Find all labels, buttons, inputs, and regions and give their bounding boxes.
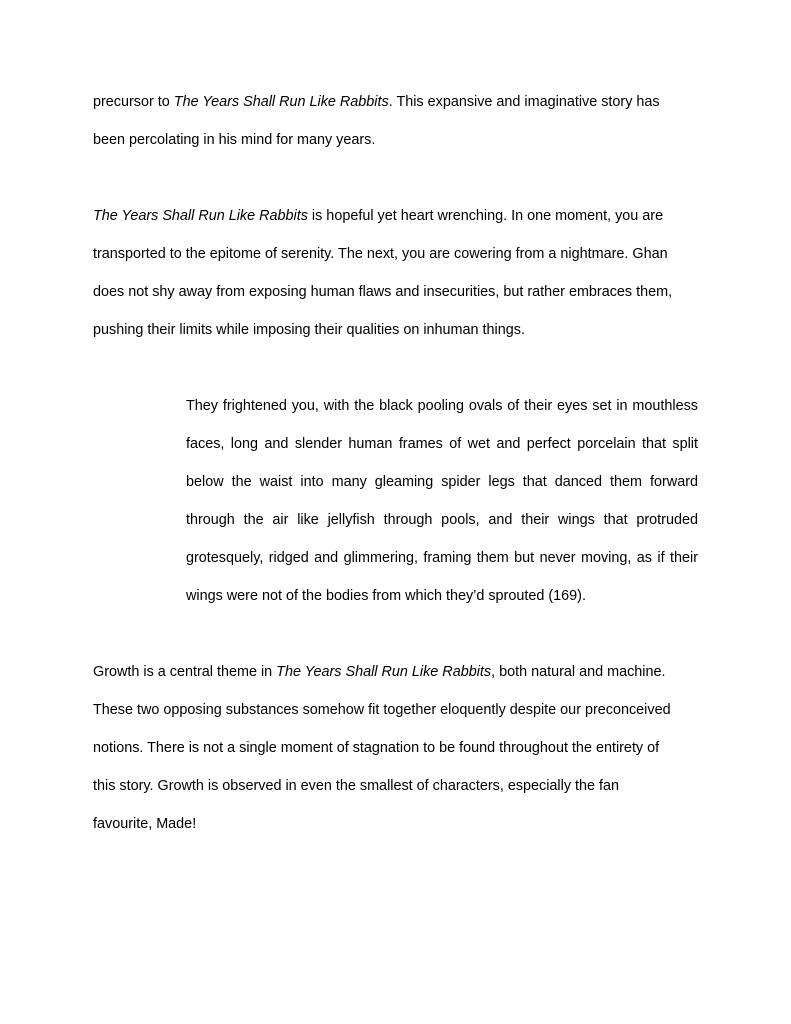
paragraph-2-line-3: does not shy away from exposing human flaws and insecurities, but rather embraces them, xyxy=(93,284,673,300)
quote-line: through the air like jellyfish through pools, and their wings that protruded xyxy=(186,512,698,528)
paragraph-3-line-3: notions. There is not a single moment of stagnation to be found throughout the entirety of xyxy=(93,740,660,756)
paragraph-3-line-2: These two opposing substances somehow fit together eloquently despite our preconceived xyxy=(93,702,671,718)
paragraph-1 xyxy=(93,83,713,159)
paragraph-3-line-1 xyxy=(93,653,713,691)
block-quote xyxy=(186,387,698,615)
paragraph-3 xyxy=(93,653,713,843)
paragraph-2-line-2: transported to the epitome of serenity. The next, you are cowering from a nightmare. Ghan xyxy=(93,246,668,262)
text-run: . This expansive and imaginative story has xyxy=(388,94,660,110)
quote-line: below the waist into many gleaming spider legs that danced them forward xyxy=(186,474,698,490)
book-title-italic: The Years Shall Run Like Rabbits xyxy=(173,94,389,110)
text-run: Growth is a central theme in xyxy=(93,664,277,680)
book-title-italic: The Years Shall Run Like Rabbits xyxy=(276,664,492,680)
book-title-italic: The Years Shall Run Like Rabbits xyxy=(93,208,308,224)
paragraph-3-line-5: favourite, Made! xyxy=(93,816,197,832)
quote-line: wings were not of the bodies from which they’d sprouted (169). xyxy=(186,588,586,604)
paragraph-2-line-1 xyxy=(93,197,713,235)
paragraph-2 xyxy=(93,197,713,349)
paragraph-1-line-2: been percolating in his mind for many years. xyxy=(93,132,376,148)
quote-line: They frightened you, with the black pooling ovals of their eyes set in mouthless xyxy=(186,398,698,414)
quote-line: grotesquely, ridged and glimmering, framing them but never moving, as if their xyxy=(186,550,698,566)
text-run: is hopeful yet heart wrenching. In one moment, you are xyxy=(307,208,664,224)
paragraph-3-line-4: this story. Growth is observed in even the smallest of characters, especially the fan xyxy=(93,778,620,794)
quote-line: faces, long and slender human frames of wet and perfect porcelain that split xyxy=(186,436,698,452)
text-run: precursor to xyxy=(93,94,174,110)
paragraph-2-line-4: pushing their limits while imposing their qualities on inhuman things. xyxy=(93,322,525,338)
paragraph-1-line-1 xyxy=(93,83,713,121)
text-run: , both natural and machine. xyxy=(491,664,666,680)
